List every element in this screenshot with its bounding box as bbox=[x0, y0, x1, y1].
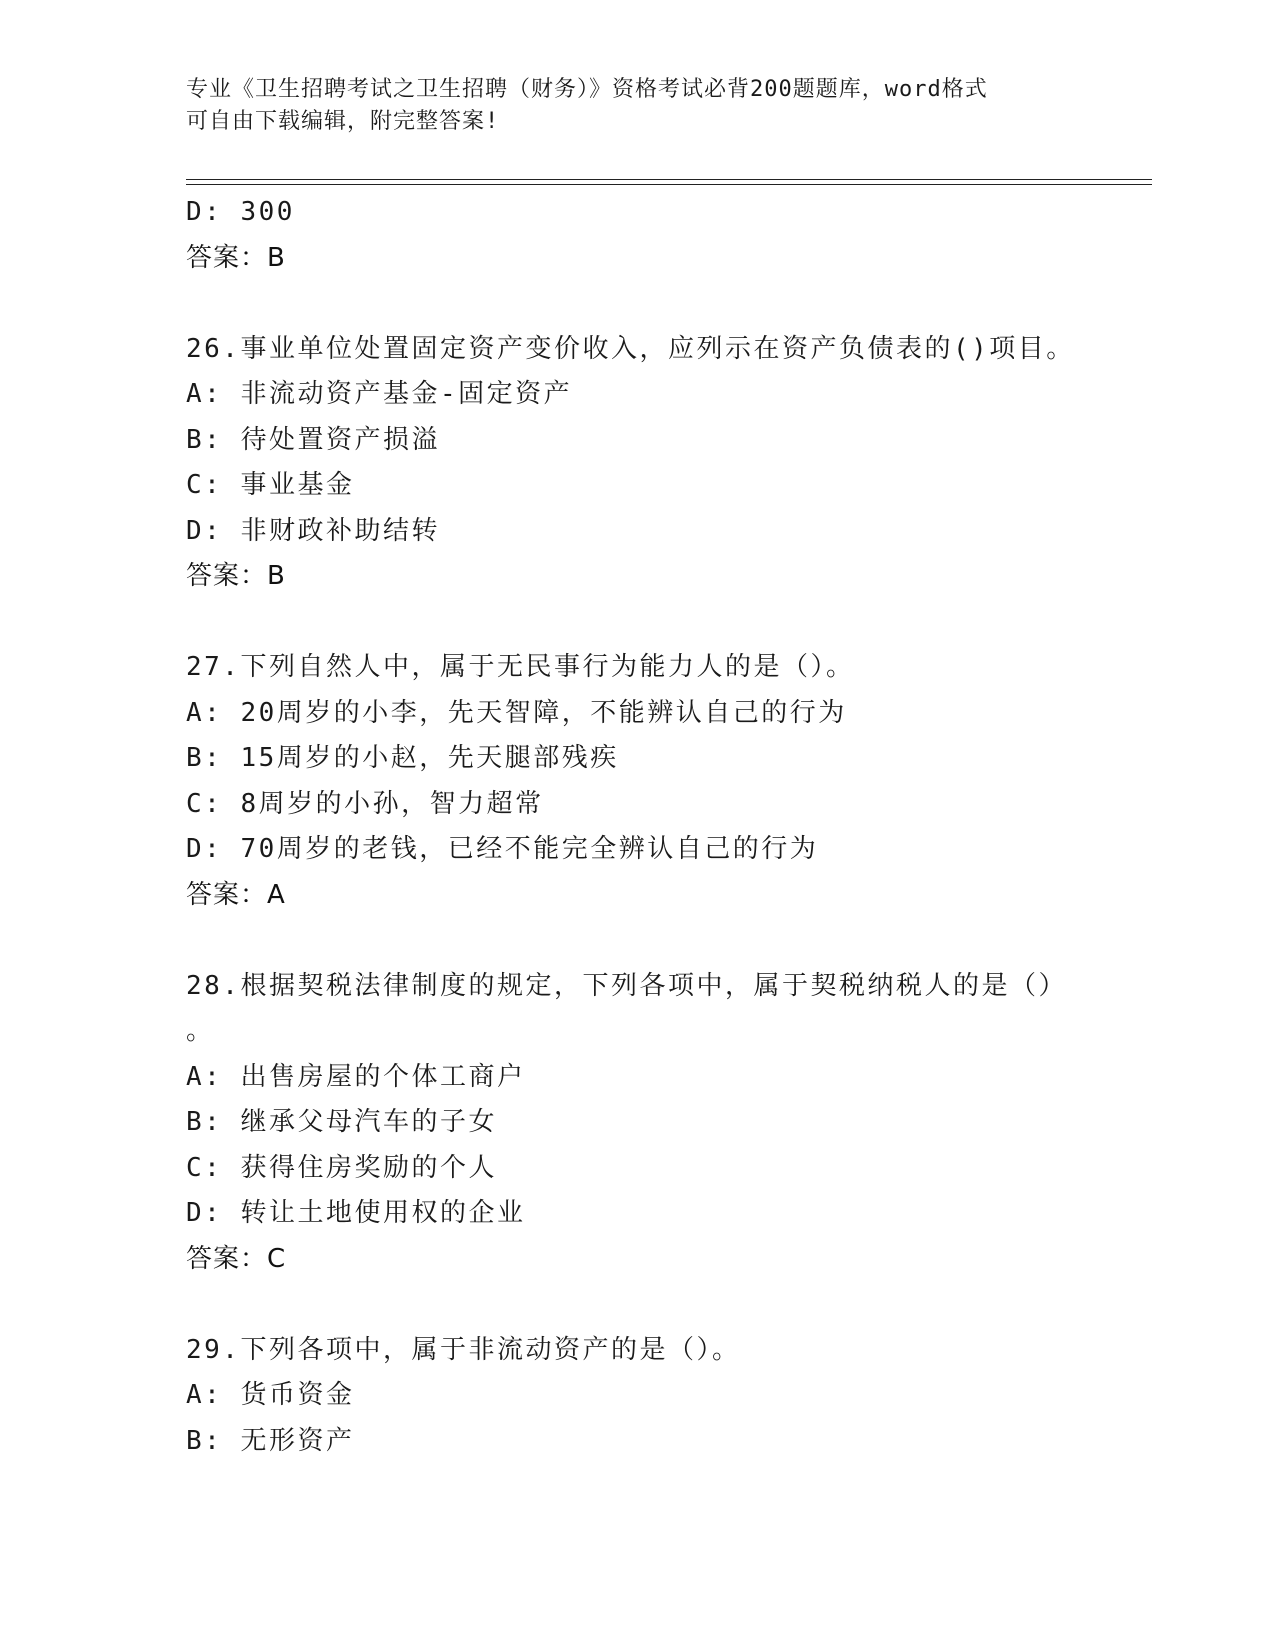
answer: 答案：B bbox=[186, 242, 286, 273]
option-a: A: 货币资金 bbox=[186, 1380, 355, 1410]
question-stem: 28.根据契税法律制度的规定，下列各项中，属于契税纳税人的是（） bbox=[186, 970, 1067, 1001]
spacer bbox=[186, 1282, 1086, 1328]
header-line-1: 专业《卫生招聘考试之卫生招聘（财务）》资格考试必背200题题库，word格式 bbox=[186, 77, 988, 102]
question-26 bbox=[186, 327, 1086, 600]
option-a: A: 20周岁的小李，先天智障，不能辨认自己的行为 bbox=[186, 697, 847, 728]
option-d: D: 转让土地使用权的企业 bbox=[186, 1198, 526, 1228]
answer: 答案：A bbox=[186, 879, 286, 910]
spacer bbox=[186, 918, 1086, 964]
option-b: B: 无形资产 bbox=[186, 1425, 355, 1456]
document-body bbox=[186, 190, 1086, 1464]
option-b: B: 15周岁的小赵，先天腿部残疾 bbox=[186, 743, 619, 773]
header-line-2: 可自由下载编辑，附完整答案! bbox=[186, 109, 500, 134]
spacer bbox=[186, 281, 1086, 327]
header-rule-bottom bbox=[186, 184, 1152, 185]
question-stem: 29.下列各项中，属于非流动资产的是（）。 bbox=[186, 1334, 741, 1365]
option-a: A: 出售房屋的个体工商户 bbox=[186, 1061, 526, 1092]
answer: 答案：B bbox=[186, 561, 286, 591]
option-d: D: 300 bbox=[186, 197, 295, 227]
option-b: B: 继承父母汽车的子女 bbox=[186, 1107, 497, 1137]
option-c: C: 8周岁的小孙，智力超常 bbox=[186, 788, 544, 819]
header-rule-top bbox=[186, 179, 1152, 180]
question-stem: 27.下列自然人中，属于无民事行为能力人的是（）。 bbox=[186, 652, 855, 682]
option-d: D: 非财政补助结转 bbox=[186, 515, 440, 546]
option-a: A: 非流动资产基金-固定资产 bbox=[186, 379, 573, 409]
question-29 bbox=[186, 1328, 1086, 1465]
option-c: C: 事业基金 bbox=[186, 470, 355, 500]
page-header bbox=[186, 74, 1066, 138]
question-28 bbox=[186, 964, 1086, 1283]
spacer bbox=[186, 600, 1086, 646]
question-stem-continuation: 。 bbox=[186, 1016, 215, 1046]
question-stem: 26.事业单位处置固定资产变价收入，应列示在资产负债表的()项目。 bbox=[186, 333, 1075, 364]
option-c: C: 获得住房奖励的个人 bbox=[186, 1152, 497, 1183]
answer: 答案：C bbox=[186, 1243, 287, 1274]
option-b: B: 待处置资产损溢 bbox=[186, 424, 440, 455]
option-d: D: 70周岁的老钱，已经不能完全辨认自己的行为 bbox=[186, 834, 819, 864]
question-27 bbox=[186, 645, 1086, 918]
